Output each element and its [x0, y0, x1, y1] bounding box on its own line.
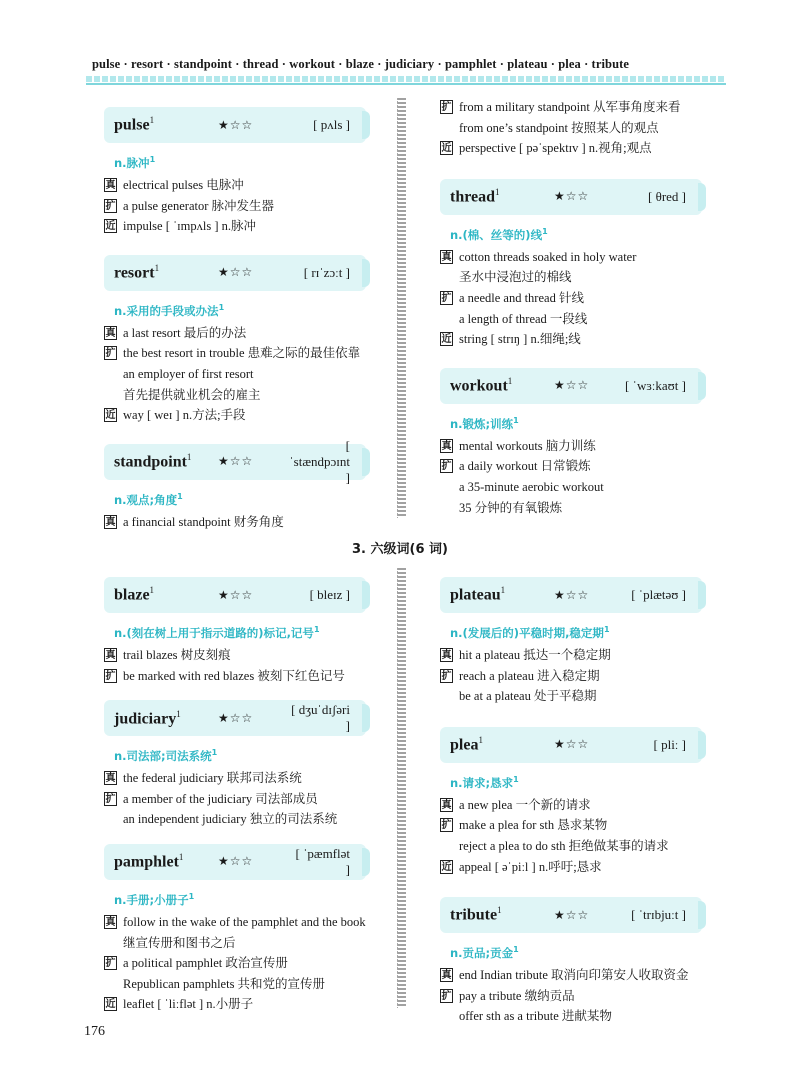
example-line [440, 118, 702, 139]
example-text: an employer of first resort [123, 366, 254, 381]
headword-text: pulse [114, 116, 150, 134]
example-text: appeal [ əˈpiːl ] n.呼吁;恳求 [459, 859, 602, 874]
example-line [440, 247, 702, 268]
headword-sup: 1 [186, 452, 192, 463]
phonetic: [ θred ] [648, 188, 686, 204]
example-line [104, 953, 366, 974]
header-decorative-rule [86, 76, 726, 82]
example-text: electrical pulses 电脉冲 [123, 178, 244, 192]
frequency-stars: ★☆☆ [554, 587, 590, 602]
example-line [104, 809, 366, 830]
definition-text: n.司法部;司法系统 [114, 749, 212, 764]
tag-kuo-icon: 扩 [441, 820, 452, 832]
example-line [440, 309, 702, 330]
headword-sup: 1 [176, 708, 181, 719]
tag-zhen-icon: 真 [105, 327, 116, 339]
example-line [104, 343, 366, 364]
phonetic: [ ˈplætəʊ ] [631, 587, 686, 602]
tag-kuo-icon: 扩 [441, 670, 452, 682]
example-text: pay a tribute 缴纳贡品 [459, 988, 575, 1003]
example-text: reach a plateau 进入稳定期 [459, 668, 600, 683]
tag-kuo-icon: 扩 [105, 793, 116, 805]
header-underline [86, 83, 726, 85]
example-line [440, 686, 702, 707]
example-line [440, 97, 702, 118]
headword-sup: 1 [507, 376, 513, 387]
example-text: a new plea 一个新的请求 [459, 797, 591, 812]
part-of-speech-definition [450, 416, 702, 432]
tag-zhen-icon: 真 [441, 440, 452, 452]
part-of-speech-definition [450, 625, 702, 641]
headword-sup: 1 [154, 263, 160, 274]
example-line [104, 405, 366, 426]
tag-kuo-icon: 扩 [105, 348, 116, 360]
phonetic: [ pliː ] [653, 736, 686, 752]
frequency-stars: ★☆☆ [218, 587, 254, 602]
definition-sup: 1 [513, 774, 519, 784]
headword-box [440, 727, 702, 763]
phonetic: [ ˈstændpɔɪnt ] [289, 437, 350, 485]
tag-kuo-icon: 扩 [441, 292, 452, 304]
entry-judiciary [104, 700, 366, 830]
example-text: the best resort in trouble 患难之际的最佳依靠 [123, 346, 361, 361]
tag-zhen-icon: 真 [105, 516, 116, 528]
entry-tribute [440, 897, 702, 1027]
part-of-speech-definition [450, 227, 702, 243]
headword-sup: 1 [149, 115, 155, 126]
phonetic: [ ˈpæmflət ] [295, 845, 350, 877]
headword [114, 115, 218, 134]
example-text: a last resort 最后的办法 [123, 325, 247, 340]
phonetic: [ bleɪz ] [309, 587, 350, 602]
entry-workout [440, 368, 702, 518]
example-text: offer sth as a tribute 进献某物 [459, 1009, 612, 1024]
example-line [104, 974, 366, 995]
example-line [440, 645, 702, 666]
part-of-speech-definition [114, 748, 366, 764]
headword-box [440, 368, 702, 404]
example-line [104, 216, 366, 237]
example-line [104, 933, 366, 954]
example-text: cotton threads soaked in holy water [459, 249, 637, 264]
definition-sup: 1 [218, 302, 225, 312]
column-bottom-right [440, 577, 702, 1027]
tag-kuo-icon: 扩 [105, 670, 116, 682]
definition-text: n.观点;角度 [114, 492, 178, 507]
example-text: string [ strɪŋ ] n.细绳;线 [459, 332, 581, 347]
example-text: hit a plateau 抵达一个稳定期 [459, 648, 611, 662]
example-line [104, 789, 366, 810]
phonetic: [ pʌls ] [313, 117, 350, 132]
headword-text: standpoint [114, 453, 187, 471]
definition-sup: 1 [188, 892, 195, 902]
example-line [440, 138, 702, 159]
entry-standpoint [104, 437, 366, 533]
column-bottom-left [104, 577, 366, 1015]
example-line [440, 857, 702, 878]
example-text: from a military standpoint 从军事角度来看 [459, 100, 681, 114]
example-text: be marked with red blazes 被刻下红色记号 [123, 668, 345, 683]
definition-sup: 1 [603, 625, 610, 635]
frequency-stars: ★☆☆ [218, 854, 254, 869]
example-line [440, 795, 702, 816]
definition-text: n.采用的手段或办法 [114, 303, 219, 318]
headword-sup: 1 [178, 852, 184, 863]
headword-sup: 1 [500, 585, 506, 596]
example-text: a daily workout 日常锻炼 [459, 459, 591, 474]
tag-zhen-icon: 真 [441, 799, 452, 811]
example-line [104, 666, 366, 687]
entry-blaze [104, 577, 366, 686]
example-line [440, 498, 702, 519]
definition-text: n.(刻在树上用于指示道路的)标记,记号 [114, 626, 314, 640]
example-text: the federal judiciary 联邦司法系统 [123, 771, 302, 786]
headword [114, 585, 218, 604]
example-line [440, 477, 702, 498]
headword-text: pamphlet [114, 853, 179, 871]
example-line [440, 986, 702, 1007]
tag-zhen-icon: 真 [105, 180, 116, 191]
example-text: a financial standpoint 财务角度 [123, 514, 284, 529]
example-line [104, 994, 366, 1015]
example-text: trail blazes 树皮刻痕 [123, 648, 231, 662]
headword [450, 585, 554, 604]
example-text: a needle and thread 针线 [459, 290, 584, 305]
definition-sup: 1 [513, 945, 519, 955]
example-text: be at a plateau 处于平稳期 [459, 689, 597, 704]
tag-jin-icon: 近 [441, 143, 452, 155]
entry-pulse [104, 107, 366, 237]
tag-jin-icon: 近 [441, 334, 452, 346]
tag-zhen-icon: 真 [105, 650, 116, 661]
headword-box [440, 179, 702, 215]
tag-zhen-icon: 真 [105, 916, 116, 928]
headword-box [104, 844, 366, 880]
phonetic: [ ˈwɜːkaʊt ] [625, 377, 686, 393]
definition-text: n.(棉、丝等的)线 [450, 227, 543, 242]
example-line [104, 175, 366, 196]
example-text: 圣水中浸泡过的棉线 [459, 270, 572, 285]
example-text: follow in the wake of the pamphlet and the book [123, 914, 366, 929]
entry-pamphlet [104, 844, 366, 1015]
headword [114, 452, 218, 471]
example-text: way [ weɪ ] n.方法;手段 [123, 408, 246, 423]
headword-text: plateau [450, 586, 501, 604]
example-text: reject a plea to do sth 拒绝做某事的请求 [459, 838, 669, 853]
part-of-speech-definition [114, 303, 366, 319]
entry-plea [440, 727, 702, 877]
headword-text: workout [450, 377, 508, 395]
example-line [440, 436, 702, 457]
headword [450, 187, 554, 206]
frequency-stars: ★☆☆ [554, 378, 590, 393]
frequency-stars: ★☆☆ [218, 117, 254, 132]
tag-kuo-icon: 扩 [441, 990, 452, 1002]
entry-thread [440, 179, 702, 350]
definition-sup: 1 [542, 226, 548, 236]
example-text: a member of the judiciary 司法部成员 [123, 791, 318, 806]
example-line [104, 645, 366, 666]
example-text: make a plea for sth 恳求某物 [459, 818, 608, 833]
definition-text: n.手册;小册子 [114, 892, 189, 907]
definition-sup: 1 [149, 155, 156, 165]
example-text: an independent judiciary 独立的司法系统 [123, 812, 338, 827]
headword [114, 709, 218, 728]
headword-text: blaze [114, 586, 150, 604]
headword-sup: 1 [478, 735, 483, 746]
example-text: from one’s standpoint 按照某人的观点 [459, 120, 659, 135]
example-line [440, 288, 702, 309]
example-text: a length of thread 一段线 [459, 311, 588, 326]
tag-zhen-icon: 真 [441, 650, 452, 661]
phonetic: [ rɪˈzɔːt ] [303, 264, 350, 280]
phonetic: [ dʒuˈdɪʃəri ] [291, 702, 350, 734]
headword-sup: 1 [497, 905, 502, 916]
example-line [440, 456, 702, 477]
definition-sup: 1 [513, 415, 519, 425]
definition-text: n.(发展后的)平稳时期,稳定期 [450, 626, 604, 640]
example-text: 继宣传册和图书之后 [123, 935, 236, 950]
tag-kuo-icon: 扩 [105, 200, 116, 212]
headword-text: plea [450, 736, 479, 754]
tag-jin-icon: 近 [105, 999, 116, 1011]
part-of-speech-definition [114, 892, 366, 908]
headword-box [440, 577, 702, 613]
headword-text: judiciary [114, 709, 177, 727]
tag-jin-icon: 近 [105, 221, 116, 233]
column-divider-bottom [397, 568, 406, 1008]
frequency-stars: ★☆☆ [218, 265, 254, 280]
tag-kuo-icon: 扩 [105, 958, 116, 970]
headword-box [104, 577, 366, 613]
tag-kuo-icon: 扩 [441, 461, 452, 473]
definition-text: n.锻炼;训练 [450, 416, 514, 431]
running-header: pulse · resort · standpoint · thread · workout · blaze · judiciary · pamphlet · plateau · plea · tribute [92, 57, 630, 71]
tag-zhen-icon: 真 [441, 970, 452, 982]
headword-box [104, 107, 366, 143]
column-top-left [104, 107, 366, 532]
part-of-speech-definition [114, 155, 366, 171]
headword-text: resort [114, 264, 155, 282]
example-line [440, 666, 702, 687]
example-text: leaflet [ ˈliːflət ] n.小册子 [123, 997, 254, 1012]
column-divider-top [397, 98, 406, 518]
definition-text: n.贡品;贡金 [450, 946, 514, 961]
example-text: perspective [ pəˈspektɪv ] n.视角;观点 [459, 141, 652, 156]
tag-kuo-icon: 扩 [441, 102, 452, 113]
part-of-speech-definition [450, 775, 702, 791]
headword-text: thread [450, 188, 496, 206]
example-line [104, 385, 366, 406]
frequency-stars: ★☆☆ [218, 454, 254, 469]
definition-text: n.请求;恳求 [450, 775, 514, 790]
headword-sup: 1 [149, 585, 155, 596]
definition-sup: 1 [177, 491, 183, 501]
tag-zhen-icon: 真 [105, 773, 116, 785]
headword [450, 905, 554, 924]
example-text: impulse [ ˈɪmpʌls ] n.脉冲 [123, 219, 256, 234]
headword-box [104, 255, 366, 291]
headword [450, 376, 554, 395]
part-of-speech-definition [114, 625, 366, 641]
example-line [440, 965, 702, 986]
tag-jin-icon: 近 [105, 410, 116, 422]
entry-standpoint-cont [440, 97, 702, 159]
example-line [440, 329, 702, 350]
part-of-speech-definition [450, 945, 702, 961]
column-top-right [440, 97, 702, 518]
example-text: a political pamphlet 政治宣传册 [123, 956, 288, 971]
frequency-stars: ★☆☆ [218, 710, 254, 725]
example-text: 35 分钟的有氧锻炼 [459, 500, 563, 515]
entry-resort [104, 255, 366, 426]
headword-text: tribute [450, 906, 498, 924]
example-line [104, 912, 366, 933]
example-line [104, 364, 366, 385]
example-line [440, 815, 702, 836]
example-text: a 35-minute aerobic workout [459, 479, 604, 494]
frequency-stars: ★☆☆ [554, 189, 590, 204]
headword-box [440, 897, 702, 933]
example-line [104, 768, 366, 789]
example-text: mental workouts 脑力训练 [459, 438, 596, 453]
example-line [440, 836, 702, 857]
example-line [440, 1006, 702, 1027]
example-text: 首先提供就业机会的雇主 [123, 387, 261, 402]
definition-sup: 1 [211, 748, 218, 758]
example-line [440, 267, 702, 288]
example-line [104, 323, 366, 344]
definition-sup: 1 [313, 625, 320, 635]
example-text: end Indian tribute 取消向印第安人收取资金 [459, 968, 689, 983]
page-number: 176 [84, 1024, 105, 1039]
example-line [104, 196, 366, 217]
headword [450, 735, 554, 754]
entry-plateau [440, 577, 702, 707]
frequency-stars: ★☆☆ [554, 737, 590, 752]
headword-box [104, 437, 366, 485]
example-text: a pulse generator 脉冲发生器 [123, 198, 275, 213]
tag-zhen-icon: 真 [441, 251, 452, 263]
headword [114, 263, 218, 282]
tag-jin-icon: 近 [441, 861, 452, 873]
headword-box [104, 700, 366, 736]
headword [114, 852, 218, 871]
part-of-speech-definition [114, 492, 366, 508]
definition-text: n.脉冲 [114, 156, 150, 170]
phonetic: [ ˈtrɪbjuːt ] [631, 907, 686, 923]
section-title: 3. 六级词(6 词) [352, 542, 448, 557]
example-line [104, 512, 366, 533]
headword-sup: 1 [495, 187, 500, 198]
example-text: Republican pamphlets 共和党的宣传册 [123, 976, 326, 991]
frequency-stars: ★☆☆ [554, 907, 590, 922]
